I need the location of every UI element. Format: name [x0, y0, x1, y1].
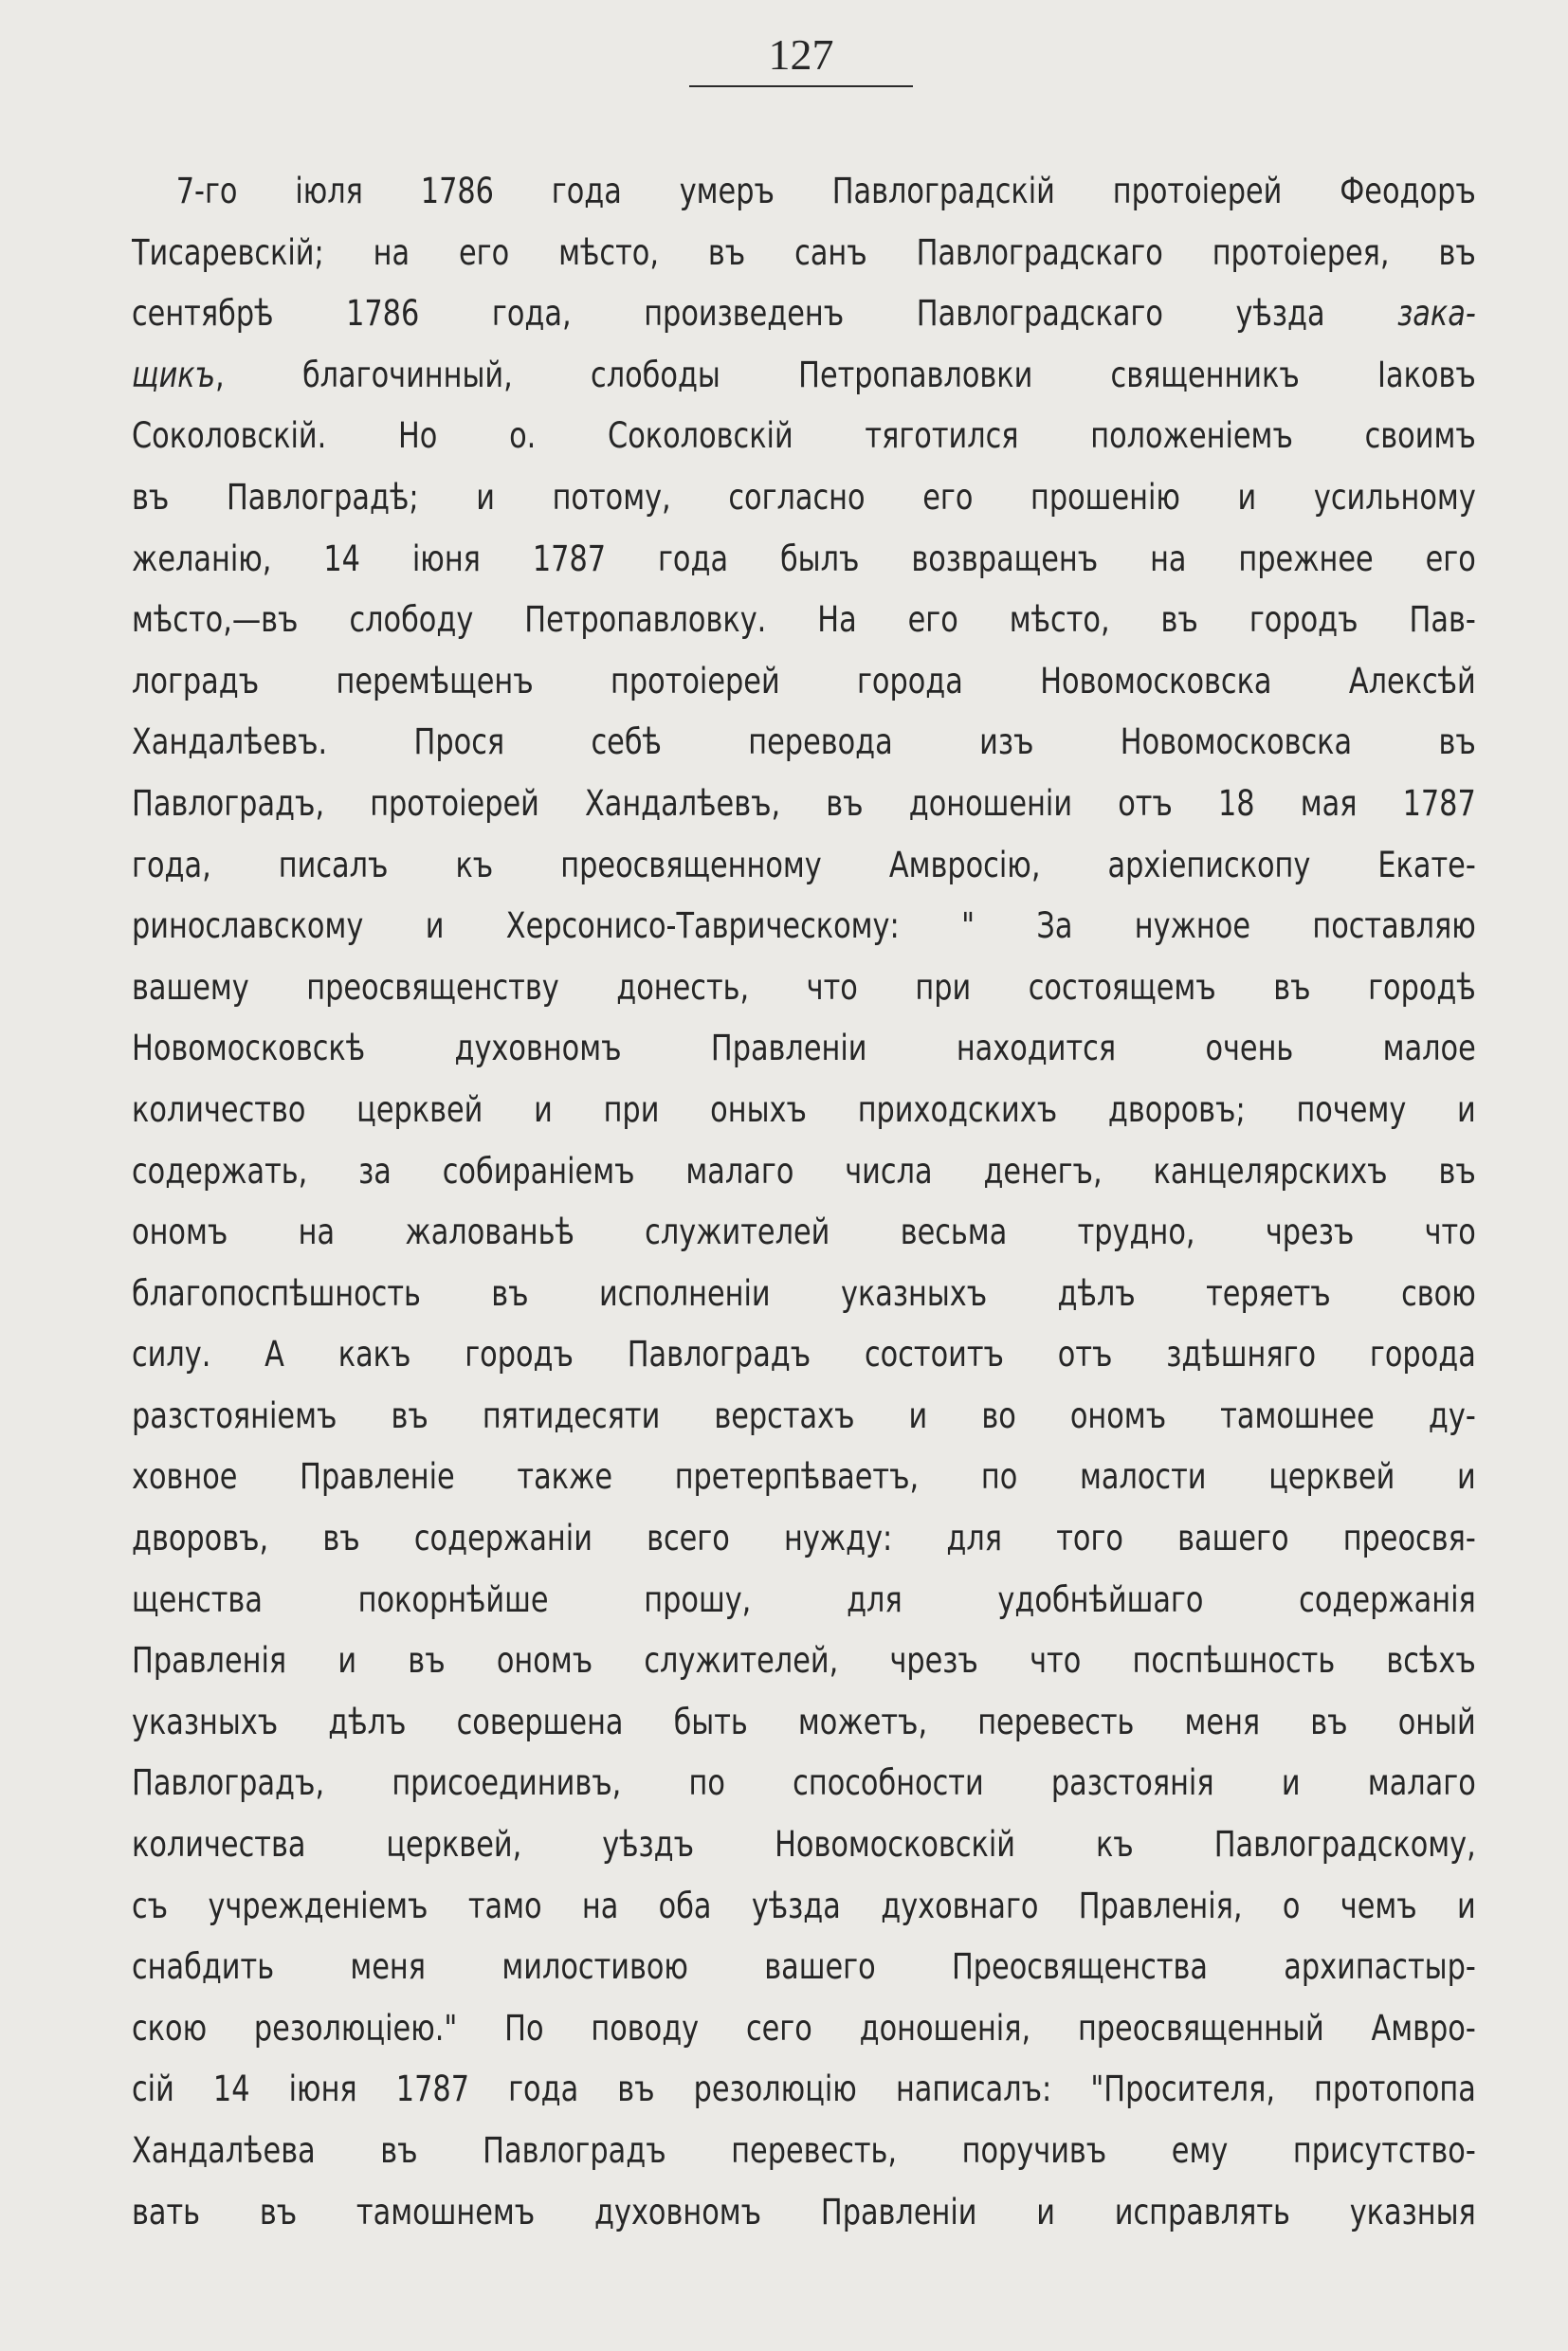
text-line: Хандалѣева въ Павлоградъ перевесть, поручивъ ему присутство-	[132, 2130, 1476, 2171]
text-line: силу. А какъ городъ Павлоградъ состоитъ отъ здѣшняго города	[132, 1334, 1476, 1376]
text-line: снабдить меня милостивою вашего Преосвященства архипастыр-	[132, 1946, 1476, 1988]
page-number: 127	[768, 30, 834, 79]
text-line: благопоспѣшность въ исполненіи указныхъ дѣлъ теряетъ свою	[132, 1272, 1476, 1314]
text-line: Новомосковскѣ духовномъ Правленіи находится очень малое	[132, 1028, 1476, 1069]
text-line: сій 14 іюня 1787 года въ резолюцію написалъ: "Просителя, протопопа	[132, 2069, 1476, 2110]
text-line: Тисаревскій; на его мѣсто, въ санъ Павлоградскаго протоіерея, въ	[132, 231, 1476, 273]
text-line: количества церквей, уѣздъ Новомосковскій къ Павлоградскому,	[132, 1824, 1476, 1866]
text-line: вашему преосвященству донесть, что при состоящемъ въ городѣ	[132, 966, 1476, 1008]
text-line: указныхъ дѣлъ совершена быть можетъ, перевесть меня въ оный	[132, 1701, 1476, 1742]
text-line: Правленія и въ ономъ служителей, чрезъ что поспѣшность всѣхъ	[132, 1640, 1476, 1682]
text-line: лоградъ перемѣщенъ протоіерей города Новомосковска Алексѣй	[132, 660, 1476, 702]
text-segment: , благочинный, слободы Петропавловки священникъ Іаковъ	[215, 354, 1476, 395]
text-line: 7-го іюля 1786 года умеръ Павлоградскій протоіерей Феодоръ	[175, 171, 1476, 211]
text-line: въ Павлоградѣ; и потому, согласно его прошенію и усильному	[132, 476, 1476, 518]
text-line: съ учрежденіемъ тамо на оба уѣзда духовнаго Правленія, о чемъ и	[132, 1885, 1476, 1926]
text-line: скою резолюціею." По поводу сего доношенія, преосвященный Амвро-	[132, 2007, 1476, 2049]
text-line	[132, 283, 1476, 345]
page-number-rule	[689, 85, 913, 87]
text-line	[132, 345, 1476, 407]
text-line: мѣсто,—въ слободу Петропавловку. На его мѣсто, въ городъ Пав-	[132, 599, 1476, 641]
text-line: Павлоградъ, присоединивъ, по способности разстоянія и малаго	[132, 1762, 1476, 1804]
text-line: Павлоградъ, протоіерей Хандалѣевъ, въ доношеніи отъ 18 мая 1787	[132, 782, 1476, 824]
text-line: разстояніемъ въ пятидесяти верстахъ и во ономъ тамошнее ду-	[132, 1394, 1476, 1436]
text-line: ономъ на жалованьѣ служителей весьма трудно, чрезъ что	[132, 1212, 1476, 1253]
text-line: ховное Правленіе также претерпѣваетъ, по малости церквей и	[132, 1456, 1476, 1498]
text-line: дворовъ, въ содержаніи всего нужду: для того вашего преосвя-	[132, 1518, 1476, 1559]
text-line: количество церквей и при оныхъ приходскихъ дворовъ; почему и	[132, 1088, 1476, 1130]
text-line: щенства покорнѣйше прошу, для удобнѣйшаго содержанія	[132, 1578, 1476, 1620]
text-segment: сентябрѣ 1786 года, произведенъ Павлоградскаго уѣзда	[132, 293, 1398, 335]
text-line: содержать, за собираніемъ малаго числа денегъ, канцелярскихъ въ	[132, 1150, 1476, 1192]
text-line: вать въ тамошнемъ духовномъ Правленіи и исправлять указныя	[132, 2191, 1476, 2233]
text-line: года, писалъ къ преосвященному Амвросію, архіепископу Екате-	[132, 844, 1476, 885]
italic-word: зака-	[1397, 293, 1476, 335]
text-line: ринославскому и Херсонисо-Таврическому: " За нужное поставляю	[132, 905, 1476, 947]
body-text	[132, 161, 1476, 2243]
text-line: желанію, 14 іюня 1787 года былъ возвращенъ на прежнее его	[132, 538, 1476, 579]
text-line: Хандалѣевъ. Прося себѣ перевода изъ Новомосковска въ	[132, 721, 1476, 763]
italic-word: щикъ	[132, 354, 216, 395]
text-line: Соколовскій. Но о. Соколовскій тяготился положеніемъ своимъ	[132, 415, 1476, 457]
